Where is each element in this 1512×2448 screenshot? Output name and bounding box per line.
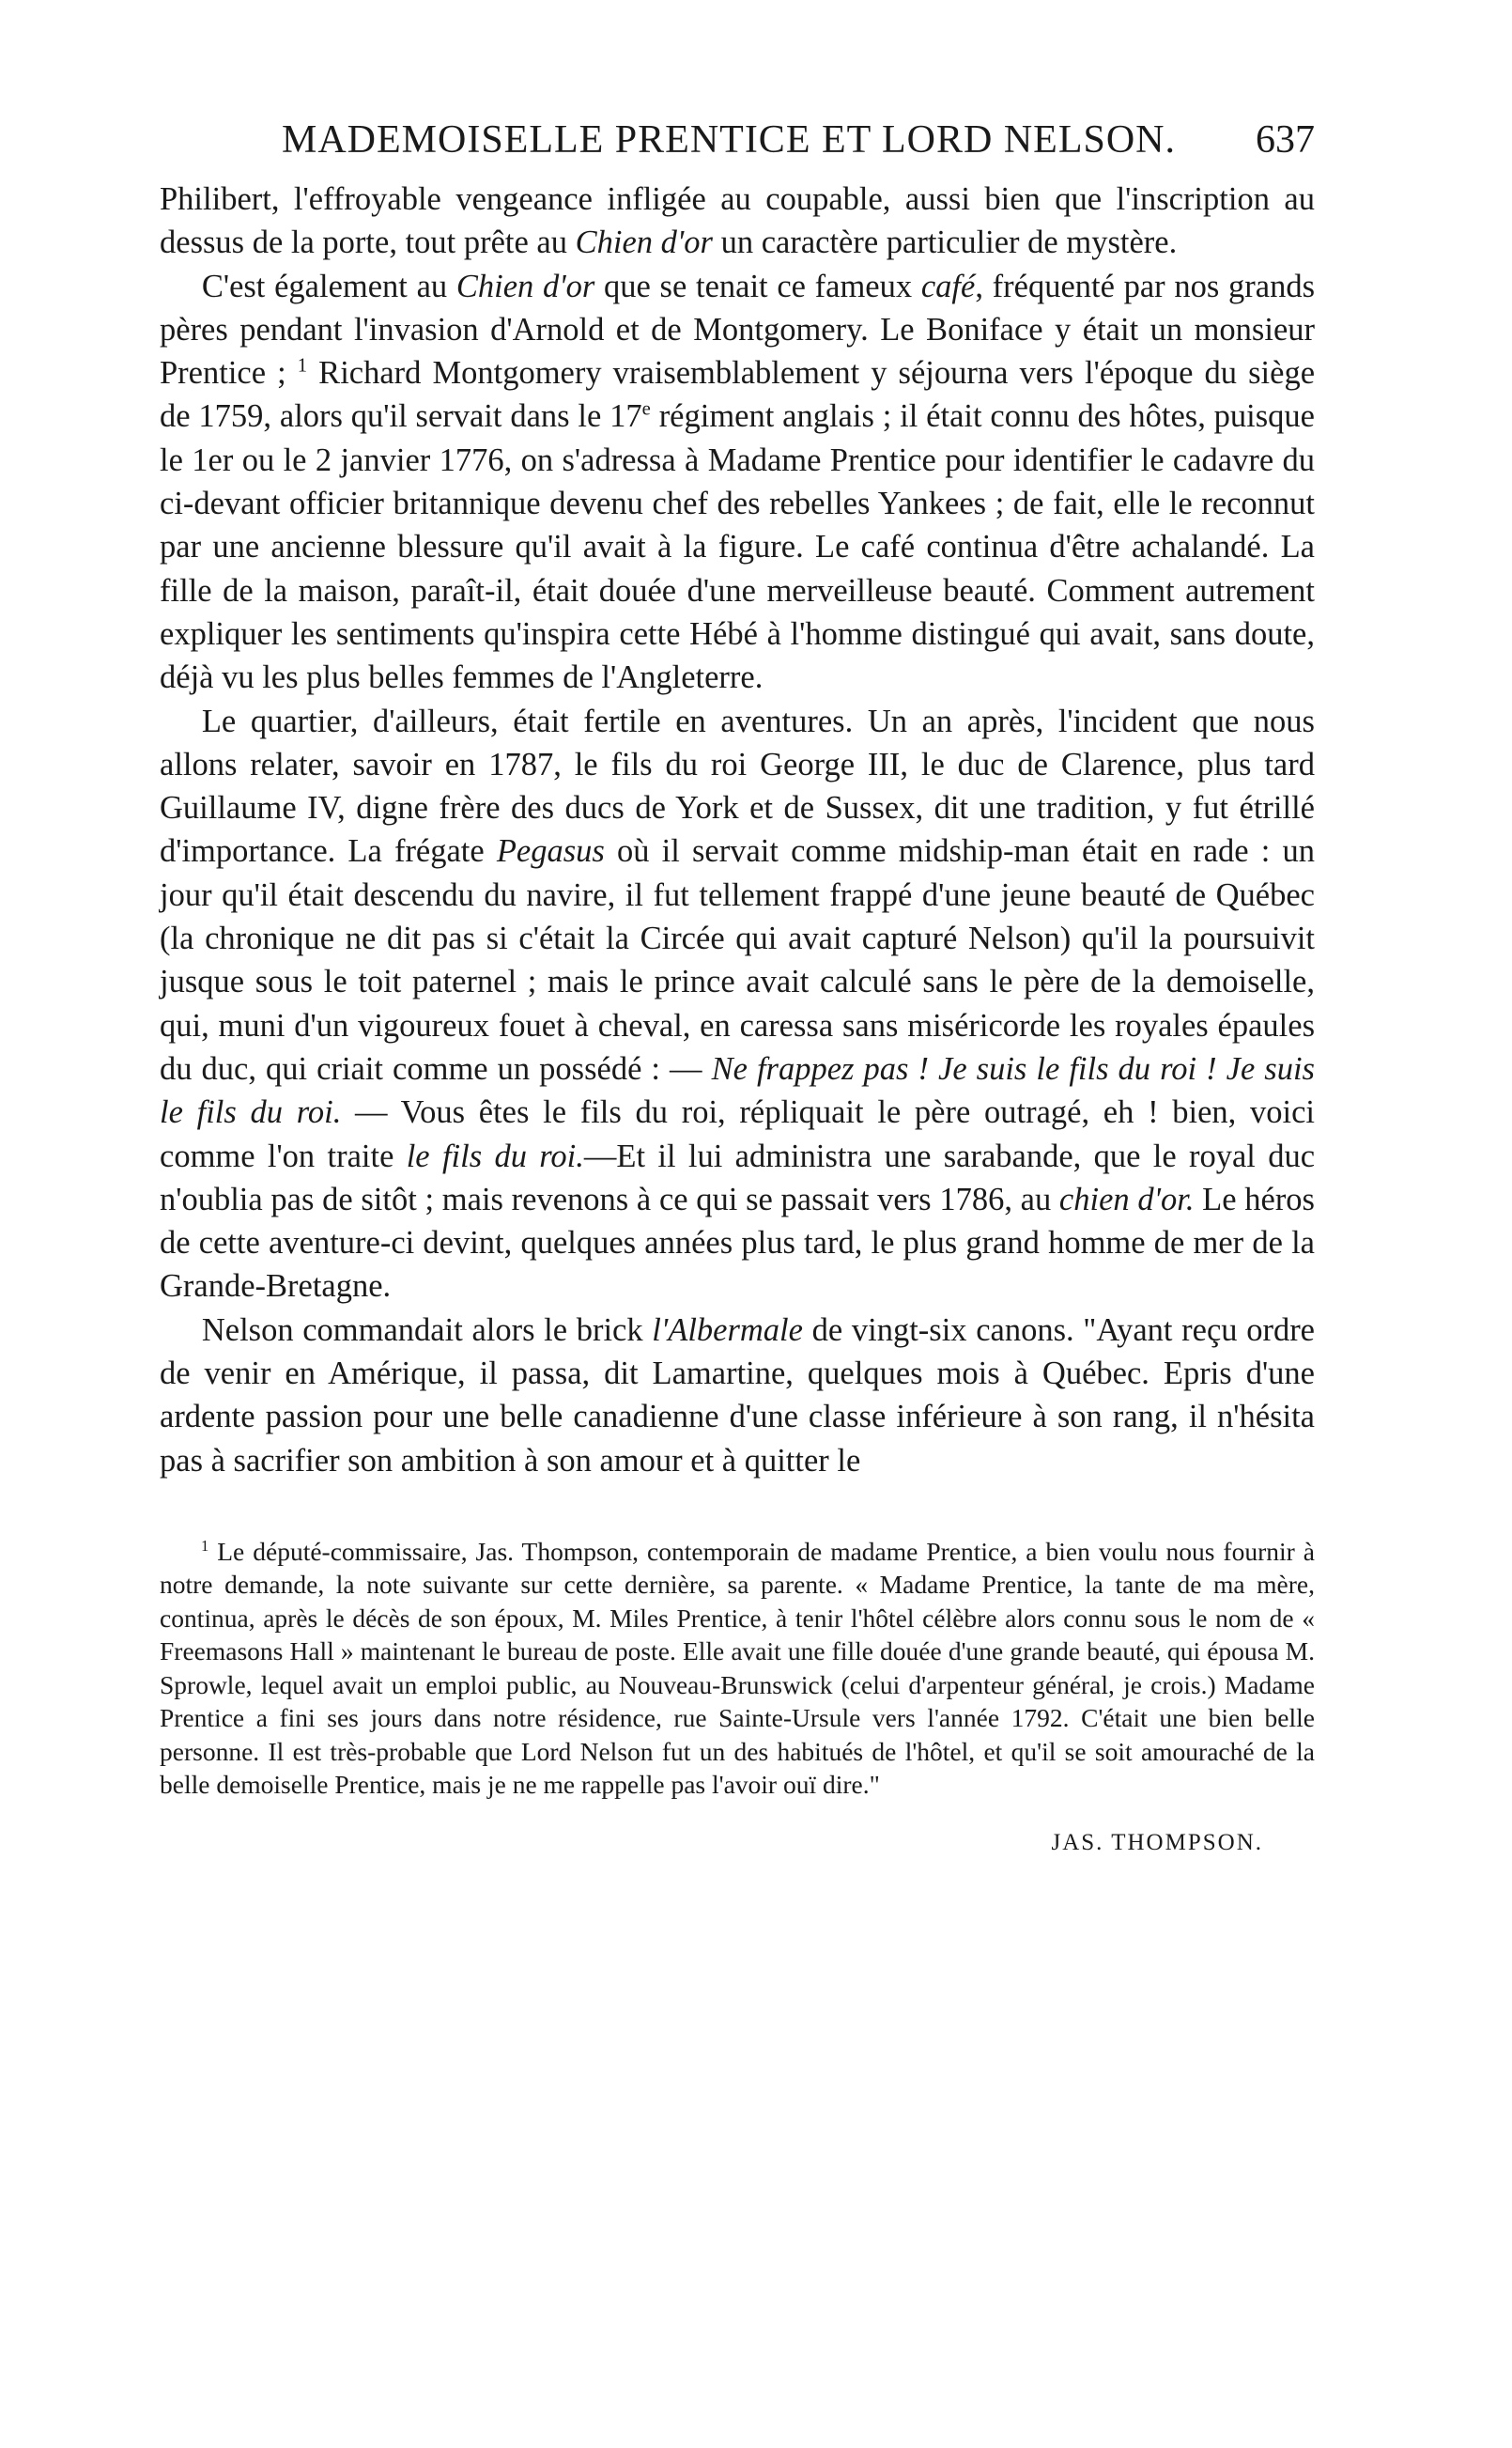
footnote-signature: JAS. THOMPSON.: [1051, 1829, 1263, 1855]
running-head: [282, 117, 1315, 163]
superscript-run: e: [641, 398, 651, 420]
footnotes: [160, 1535, 1315, 1802]
text-run: , fréquenté par nos grands pères pendant l'invasion d'Arnold et de Montgomery. Le Boniface y était un monsieur Prentice ;: [160, 268, 1315, 392]
italic-run: café: [920, 268, 976, 304]
text-run: que se tenait ce fameux: [594, 268, 921, 304]
paragraph: [160, 265, 1315, 700]
text-run: régiment anglais ; il était connu des hôtes, puisque le 1er ou le 2 janvier 1776, on s'adressa à Madame Prentice pour identifier le cadavre du ci-devant officier britannique devenu chef des rebelles Yankees ; de fait, elle le reconnut par une ancienne blessure qu'il avait à la figure. Le café continua d'être achalandé. La fille de la maison, paraît-il, était douée d'une merveilleuse beauté. Comment autrement expliquer les sentiments qu'inspira cette Hébé à l'homme distingué qui avait, sans doute, déjà vu les plus belles femmes de l'Angleterre.: [160, 398, 1315, 696]
text-run: Le député-commissaire, Jas. Thompson, contemporain de madame Prentice, a bien voulu nous fournir à notre demande, la note suivante sur cette dernière, sa parente. « Madame Prentice, la tante de ma mère, continua, après le décès de son époux, M. Miles Prentice, à tenir l'hôtel célèbre alors connu sous le nom de « Freemasons Hall » maintenant le bureau de poste. Elle avait une fille douée d'une grande beauté, qui épousa M. Sprowle, lequel avait un emploi public, au Nouveau-Brunswick (celui d'arpenteur général, je crois.) Madame Prentice a fini ses jours dans notre résidence, rue Sainte-Ursule vers l'année 1792. C'était une bien belle personne. Il est très-probable que Lord Nelson fut un des habitués de l'hôtel, et qu'il se soit amouraché de la belle demoiselle Prentice, mais je ne me rappelle pas l'avoir ouï dire.": [160, 1536, 1315, 1800]
italic-run: Ne frappez pas ! Je suis le fils du roi ! Je suis le fils du roi.: [160, 1050, 1315, 1131]
italic-run: Chien d'or: [575, 225, 713, 261]
footnote: [160, 1535, 1315, 1802]
text-run: —Et il lui administra une sarabande, que le royal duc n'oublia pas de sitôt ; mais revenons à ce qui se passait vers 1786, au: [160, 1138, 1316, 1217]
body-text: [160, 178, 1315, 1482]
running-title: MADEMOISELLE PRENTICE ET LORD NELSON.: [282, 118, 1177, 162]
text-run: Le quartier, d'ailleurs, était fertile en aventures. Un an après, l'incident que nous allons relater, savoir en 1787, le fils du roi George III, le duc de Clarence, plus tard Guillaume IV, digne frère des ducs de York et de Sussex, dit une tradition, y fut étrillé d'importance. La frégate: [160, 703, 1315, 870]
text-run: — Vous êtes le fils du roi, répliquait le père outragé, eh ! bien, voici comme l'on traite: [160, 1094, 1315, 1174]
italic-run: l'Albermale: [652, 1311, 803, 1348]
italic-run: Chien d'or: [455, 268, 595, 304]
text-run: Richard Montgomery vraisemblablement y séjourna vers l'époque du siège de 1759, alors qu'il servait dans le 17: [160, 355, 1316, 435]
paragraph: [160, 1309, 1315, 1482]
text-run: de vingt-six canons. "Ayant reçu ordre de venir en Amérique, il passa, dit Lamartine, quelques mois à Québec. Epris d'une ardente passion pour une belle canadienne d'une classe inférieure à son rang, il n'hésita pas à sacrifier son ambition à son amour et à quitter le: [160, 1311, 1315, 1479]
book-page: [160, 117, 1315, 1856]
superscript-run: 1: [201, 1536, 209, 1555]
text-run: un caractère particulier de mystère.: [712, 225, 1178, 261]
paragraph: [160, 700, 1315, 1309]
italic-run: chien d'or.: [1058, 1181, 1195, 1217]
italic-run: Pegasus: [496, 833, 605, 870]
superscript-run: 1: [297, 355, 308, 377]
text-run: Nelson commandait alors le brick: [201, 1311, 653, 1348]
page-number: 637: [1256, 118, 1315, 162]
text-run: Le héros de cette aventure-ci devint, quelques années plus tard, le plus grand homme de mer de la Grande-Bretagne.: [160, 1181, 1315, 1305]
text-run: où il servait comme midship-man était en rade : un jour qu'il était descendu du navire, il fut tellement frappé d'une jeune beauté de Québec (la chronique ne dit pas si c'était la Circée qui avait capturé Nelson) qu'il la poursuivit jusque sous le toit paternel ; mais le prince avait calculé sans le père de la demoiselle, qui, muni d'un vigoureux fouet à cheval, en caressa sans miséricorde les royales épaules du duc, qui criait comme un possédé : —: [160, 833, 1315, 1087]
text-run: Philibert, l'effroyable vengeance infligée au coupable, aussi bien que l'inscription au dessus de la porte, tout prête au: [160, 181, 1315, 261]
text-run: C'est également au: [201, 268, 456, 304]
paragraph: [160, 178, 1315, 265]
italic-run: le fils du roi.: [406, 1138, 584, 1174]
